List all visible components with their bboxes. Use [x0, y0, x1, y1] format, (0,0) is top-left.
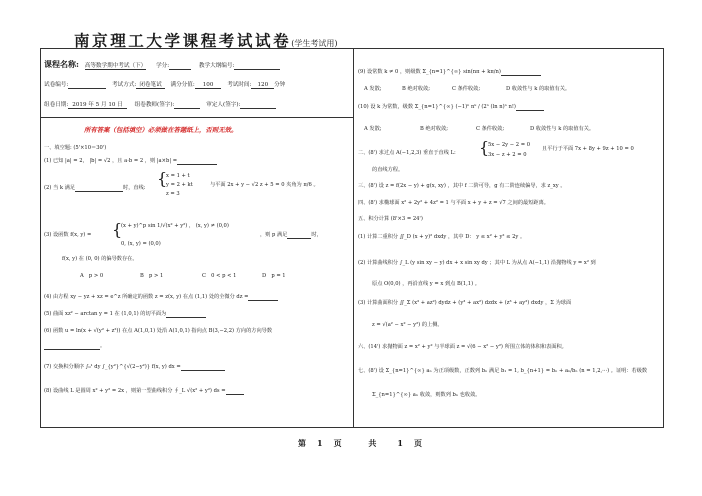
- q3-condition: ，则 p 满足 时，: [260, 232, 322, 238]
- q2-plane-angle: 与平面 2x + y − √2 z + 5 = 0 夹角为 π/6 。: [210, 182, 319, 188]
- q3-piece-2: 0, (x, y) = (0,0): [121, 241, 161, 247]
- exam-title: 南京理工大学课程考试试卷(学生考试用): [74, 31, 338, 50]
- section-6: 六、(14') 求抛物面 z = x² + y² 与半球面 z = √(6 − x² − y²) 所围立体的体积和表面积。: [358, 344, 567, 350]
- q3-option-d: D p = 1: [262, 273, 286, 279]
- section-3: 三、(8') 设 z = f(2x − y) + g(x, xy) ，其中 f 二阶可导，g 有二阶连续偏导，求 z_xy 。: [358, 183, 566, 189]
- q2-system-2: y = 2 + kt: [166, 182, 193, 188]
- question-2: (2) 当 k 满足 时，直线:: [44, 185, 146, 191]
- q10-option-a: A 发散;: [364, 126, 382, 132]
- question-3: (3) 设函数 f(x, y) =: [44, 232, 92, 238]
- q10-option-d: D 收敛性与 k 的取值有关。: [530, 126, 595, 132]
- section-4: 四、(8') 求椭球面 x² + 2y² + 4z² = 1 与平面 x + y + z = √7 之间的最短距离。: [358, 200, 549, 206]
- q2-system-3: z = 3: [166, 191, 180, 197]
- section-7b: Σ_{n=1}^{∞} aₙ 收敛，则数列 bₙ 也收敛。: [372, 392, 481, 398]
- section-5-q3b: z = √(a² − x² − y²) 的上侧。: [372, 322, 443, 328]
- section-5-q2b: 原点 O(0,0) ，再沿直线 y = x 到点 B(1,1) 。: [372, 281, 480, 287]
- s2-system-1: 5x − 2y − 2 = 0: [488, 142, 530, 148]
- question-8: (8) 设曲线 L 是圆周 x² + y² = 2x ，则第一型曲线积分 ∮_L √(x² + y²) ds =: [44, 388, 244, 395]
- q2-system-1: x = 1 + t: [166, 173, 190, 179]
- q3-option-b: B p > 1: [140, 273, 164, 279]
- s2-condition: 且平行于平面 7x + 8y + 9z + 10 = 0: [542, 146, 634, 152]
- question-1: (1) 已知 |a| = 2， |b| = √2 ，且 a·b = 2 ，则 |a×b| =: [44, 158, 217, 165]
- header-row-date: 组卷日期: 2019 年 5 月 10 日 组卷教师(签字): 审定人(签字):: [44, 102, 276, 109]
- header-row-course: 课程名称: 高等数学期中考试（下） 学分: 教学大纲编号:: [44, 61, 280, 70]
- section-5-q1: (1) 计算二重积分 ∬_D (x + y)² dxdy ，其中 D： y ≤ x² + y² ≤ 2y 。: [358, 234, 526, 240]
- section-1-title: 一、填空题: (5'×10＝30'): [44, 145, 107, 151]
- column-divider: [353, 48, 354, 428]
- header-row-paper: 试卷编号: 考试方式: 闭卷笔试 满分分值: 100 考试时间: 120 分钟: [44, 82, 286, 88]
- question-6-end: 。: [44, 343, 105, 350]
- q9-option-d: D 收敛性与 k 的取值有关。: [506, 86, 571, 92]
- s2-ask: 的直线方程。: [372, 167, 404, 173]
- section-7a: 七、(8') 设 Σ_{n=1}^{∞} aₙ 为正项级数，正数列 bₙ 满足 b₁ = 1, b_{n+1} = bₙ + aₙ/bₙ (n = 1,2,···) 。证明：若级数: [358, 368, 648, 374]
- q3-statement: f(x, y) 在 (0, 0) 的偏导数存在。: [62, 256, 138, 262]
- section-5-title: 五、积分计算 (8'×3 = 24'): [358, 216, 423, 222]
- q9-option-c: C 条件收敛;: [452, 86, 481, 92]
- question-4: (4) 由方程 xy − yz + xz = e^z 所确定的函数 z = z(x, y) 在点 (1,1) 处的全微分 dz =: [44, 294, 278, 301]
- q3-option-a: A p > 0: [80, 273, 104, 279]
- question-10: (10) 设 k 为常数，级数 Σ_{n=1}^{∞} (−1)ⁿ nᵏ / (2ⁿ (ln n)ⁿ n!): [358, 104, 544, 111]
- q10-option-b: B 绝对收敛;: [420, 126, 448, 132]
- s2-system-2: 3x − z + 2 = 0: [488, 152, 527, 158]
- section-5-q2a: (2) 计算曲线积分 ∫_L (y sin xy − y) dx + x sin xy dy ；其中 L 为从点 A(−1,1) 沿抛物线 y = x² 到: [358, 260, 596, 266]
- header-divider: [40, 117, 353, 118]
- q2-brace: {: [157, 169, 168, 188]
- answer-notice: 所有答案（包括填空）必须做在答题纸上，否则无效。: [84, 126, 238, 134]
- question-9: (9) 设常数 k ≠ 0 ，则级数 Σ_{n=1}^{∞} sin(nπ + kπ/n): [358, 69, 541, 76]
- q10-option-c: C 条件收敛;: [476, 126, 505, 132]
- section-2: 二、(8') 求过点 A(−1,2,3) 垂直于直线 L:: [358, 150, 456, 156]
- s2-brace: {: [479, 138, 490, 157]
- q9-option-b: B 绝对收敛;: [402, 86, 430, 92]
- q3-option-c: C 0 < p < 1: [202, 273, 237, 279]
- question-6: (6) 函数 u = ln(x + √(y² + z²)) 在点 A(1,0,1) 处沿 A(1,0,1) 指向点 B(3,−2,2) 方向的方向导数: [44, 328, 273, 334]
- q3-piece-1: (x + y)^p sin 1/√(x² + y²) ， (x, y) ≠ (0,0): [121, 223, 229, 229]
- page-footer: 第 1 页 共 1 页: [298, 438, 423, 448]
- section-5-q3a: (3) 计算曲面积分 ∬_Σ (x³ + az²) dydz + (y³ + ax²) dzdx + (z³ + ay²) dxdy ，Σ 为球面: [358, 300, 572, 306]
- question-7: (7) 交换积分顺序 ∫₀¹ dy ∫_{y²}^{√(2−y²)} f(x, y) dx =: [44, 364, 225, 371]
- exam-title-suffix: (学生考试用): [291, 39, 338, 48]
- question-5: (5) 曲面 xz² − arctan y = 1 在 (1,0,1) 的切平面为: [44, 311, 206, 318]
- q3-brace: {: [112, 220, 123, 239]
- q9-option-a: A 发散;: [364, 86, 382, 92]
